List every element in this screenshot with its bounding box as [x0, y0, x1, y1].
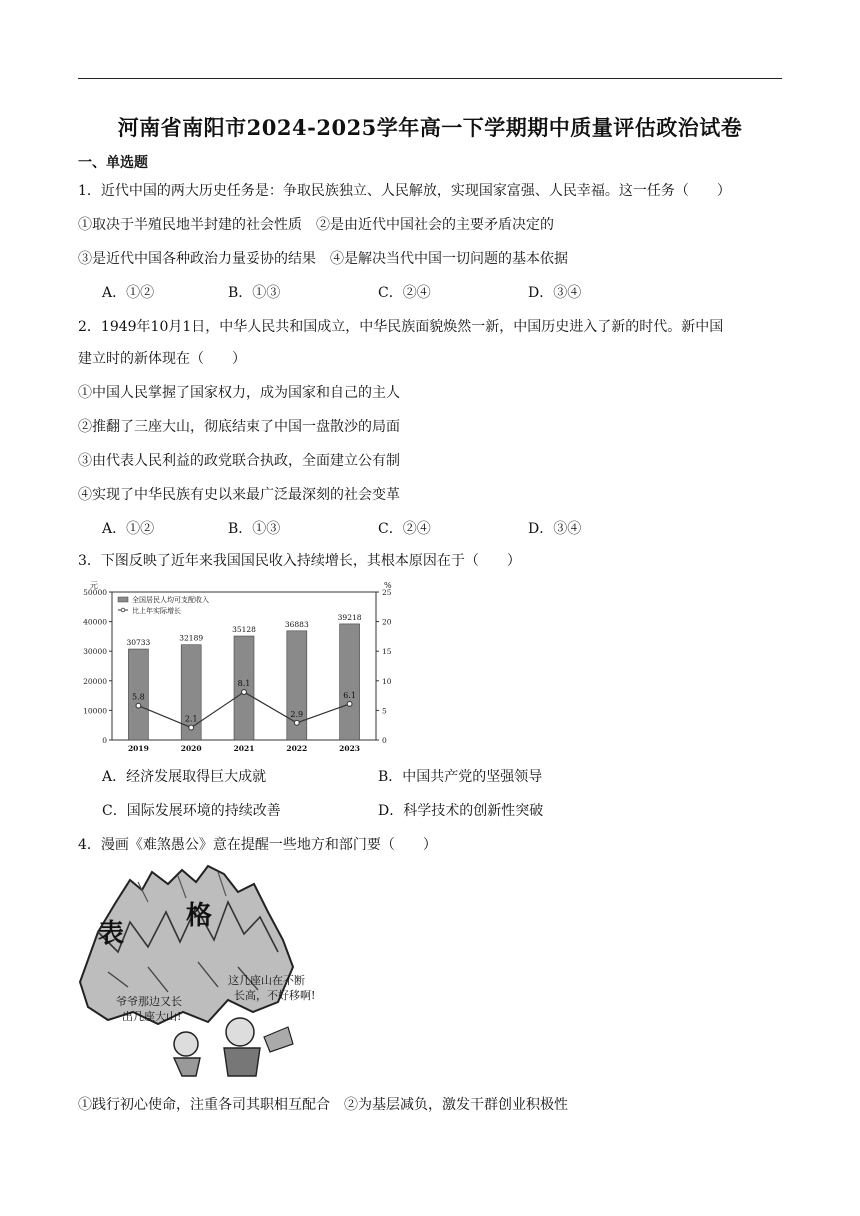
x-tick-label: 2021 — [233, 744, 255, 753]
speech-bubble-right: 这几座山在不断 — [228, 974, 305, 987]
q1-option-c: C．②④ — [378, 285, 431, 301]
y-tick-label: 50000 — [83, 588, 107, 597]
cartoon-illustration — [78, 862, 338, 1080]
speech-bubble-right: 长高，不好移啊! — [234, 989, 316, 1002]
q2-stem-cont: 建立时的新体现在（ ） — [78, 351, 246, 367]
y2-axis-unit: % — [384, 581, 392, 590]
bar-value-label: 35128 — [232, 625, 256, 635]
y-tick-label: 40000 — [83, 617, 107, 627]
q3-stem: 3．下图反映了近年来我国国民收入持续增长，其根本原因在于（ ） — [78, 553, 521, 569]
legend-bar-label: 全国居民人均可支配收入 — [132, 596, 209, 604]
legend-line-label: 比上年实际增长 — [132, 607, 181, 615]
q1-option-a: A．①② — [102, 285, 155, 301]
y2-tick-label: 20 — [382, 617, 392, 627]
growth-point — [347, 701, 352, 706]
y2-tick-label: 0 — [382, 736, 387, 745]
growth-value-label: 2.9 — [290, 709, 304, 719]
bar-value-label: 32189 — [179, 633, 204, 643]
q1-option-b: B．①③ — [228, 285, 281, 301]
cartoon-char-left: 表 — [98, 919, 125, 949]
q2-option-b: B．①③ — [228, 521, 281, 537]
q1-option-d: D．③④ — [528, 285, 582, 301]
q4-statement: ①践行初心使命，注重各司其职相互配合 ②为基层减负，激发干群创业积极性 — [78, 1097, 568, 1113]
x-tick-label: 2022 — [286, 744, 308, 753]
section-heading: 一、单选题 — [78, 155, 148, 171]
income-chart — [78, 578, 408, 756]
page-title: 河南省南阳市2024-2025学年高一下学期期中质量评估政治试卷 — [117, 115, 743, 140]
q4-stem: 4．漫画《难煞愚公》意在提醒一些地方和部门要（ ） — [78, 837, 437, 853]
q2-option-d: D．③④ — [528, 521, 582, 537]
bar-value-label: 30733 — [126, 638, 151, 648]
y2-tick-label: 15 — [382, 647, 392, 657]
q3-option-c: C．国际发展环境的持续改善 — [102, 803, 281, 819]
bar-value-label: 36883 — [284, 619, 309, 629]
y2-tick-label: 25 — [382, 588, 392, 597]
q1-statement: ③是近代中国各种政治力量妥协的结果 ④是解决当代中国一切问题的基本依据 — [78, 251, 568, 267]
q1-stem: 1．近代中国的两大历史任务是：争取民族独立、人民解放，实现国家富强、人民幸福。这一任务（ ） — [78, 183, 731, 199]
y-tick-label: 0 — [102, 736, 107, 745]
y-tick-label: 10000 — [83, 706, 107, 716]
x-tick-label: 2023 — [339, 744, 361, 753]
q3-option-d: D．科学技术的创新性突破 — [378, 803, 544, 819]
y2-tick-label: 5 — [382, 706, 387, 716]
growth-value-label: 8.1 — [237, 679, 251, 689]
x-tick-label: 2020 — [180, 744, 202, 753]
q2-option-c: C．②④ — [378, 521, 431, 537]
growth-value-label: 5.8 — [132, 692, 145, 702]
bar-value-label: 39218 — [337, 612, 362, 622]
y2-tick-label: 10 — [382, 676, 392, 686]
q2-statement: ②推翻了三座大山，彻底结束了中国一盘散沙的局面 — [78, 419, 400, 435]
growth-value-label: 2.1 — [184, 714, 198, 724]
q3-option-b: B．中国共产党的坚强领导 — [378, 769, 543, 785]
cartoon-char-right: 格 — [186, 901, 213, 931]
legend-bar-swatch — [118, 597, 128, 602]
bar — [340, 624, 360, 740]
y-tick-label: 30000 — [83, 647, 107, 657]
header-rule — [78, 78, 782, 79]
q2-statement: ④实现了中华民族有史以来最广泛最深刻的社会变革 — [78, 487, 400, 503]
y-axis-unit: 元 — [90, 581, 98, 590]
growth-point — [136, 703, 141, 708]
q2-statement: ③由代表人民利益的政党联合执政，全面建立公有制 — [78, 453, 400, 469]
y-tick-label: 20000 — [83, 676, 107, 686]
figures — [174, 1018, 293, 1076]
growth-point — [189, 725, 194, 730]
q2-stem: 2．1949年10月1日，中华人民共和国成立，中华民族面貌焕然一新，中国历史进入了新的时代。新中国 — [78, 319, 724, 335]
q2-statement: ①中国人民掌握了国家权力，成为国家和自己的主人 — [78, 385, 400, 401]
growth-point — [294, 720, 299, 725]
speech-bubble-left: 出几座大山! — [122, 1010, 182, 1023]
speech-bubble-left: 爷爷那边又长 — [116, 995, 182, 1008]
q2-option-a: A．①② — [102, 521, 155, 537]
legend-line-marker — [121, 608, 125, 612]
growth-point — [242, 690, 247, 695]
q1-statement: ①取决于半殖民地半封建的社会性质 ②是由近代中国社会的主要矛盾决定的 — [78, 217, 554, 233]
growth-value-label: 6.1 — [343, 690, 356, 700]
q3-option-a: A．经济发展取得巨大成就 — [102, 769, 267, 785]
x-tick-label: 2019 — [127, 744, 149, 753]
